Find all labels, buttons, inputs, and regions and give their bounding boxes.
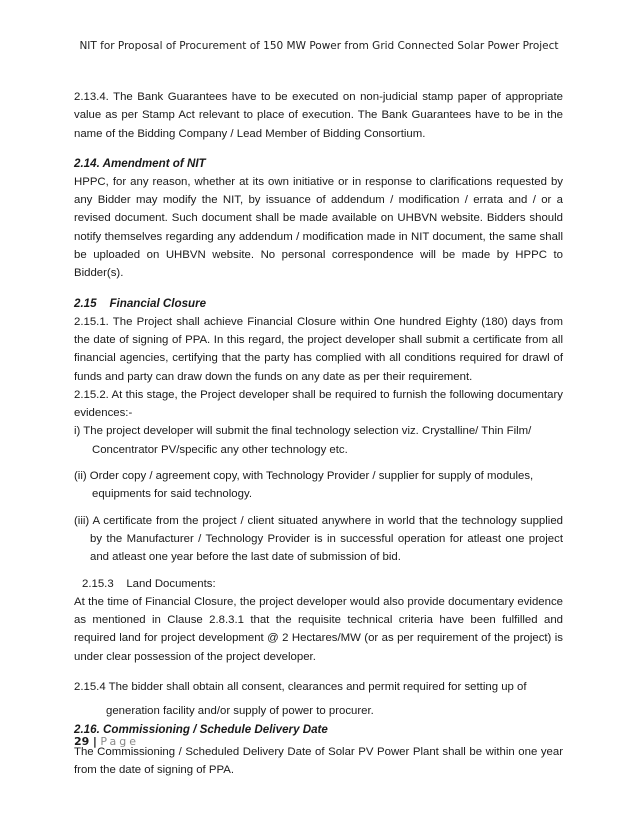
- page-header: NIT for Proposal of Procurement of 150 MW Power from Grid Connected Solar Power Project: [79, 40, 559, 52]
- para-2-13-4: 2.13.4. The Bank Guarantees have to be executed on non-judicial stamp paper of appropriate value as per Stamp Act relevant to place of execution. The Bank Guarantees have to be in the name of the Bidding Company / Lead Member of Bidding Consortium.: [74, 91, 563, 140]
- para-2-15-4: 2.15.4 The bidder shall obtain all consent, clearances and permit required for setting up of: [74, 681, 527, 694]
- page-label: Page: [100, 735, 139, 748]
- heading-2-15-3: 2.15.3 Land Documents:: [82, 577, 216, 590]
- para-2-15-4-cont: generation facility and/or supply of power to procurer.: [106, 705, 374, 718]
- item-iii: (iii) A certificate from the project / client situated anywhere in world that the technology supplied by the Manufacturer / Technology Provider is in successful operation for atleast one project and atleast one year before the last date of submission of bid.: [74, 514, 563, 564]
- para-2-15-2: 2.15.2. At this stage, the Project developer shall be required to furnish the following documentary evidences:-: [74, 388, 563, 420]
- heading-2-15: 2.15 Financial Closure: [74, 296, 207, 310]
- page-separator: |: [92, 735, 97, 748]
- para-2-14: HPPC, for any reason, whether at its own initiative or in response to clarifications requested by any Bidder may modify the NIT, by issuance of addendum / modification / errata and / or a revised document. Such document shall be made available on UHBVN website. Bidders should notify themselves regarding any addendum / modification made in NIT document, the same shall be uploaded on UHBVN website. No personal correspondence will be made by HPPC to Bidder(s).: [74, 175, 563, 280]
- page-number: 29: [74, 735, 90, 748]
- document-body: [74, 88, 563, 779]
- heading-2-16: 2.16. Commissioning / Schedule Delivery Date: [74, 722, 328, 736]
- para-2-16: The Commissioning / Scheduled Delivery Date of Solar PV Power Plant shall be within one year from the date of signing of PPA.: [74, 745, 563, 776]
- para-2-15-1: 2.15.1. The Project shall achieve Financial Closure within One hundred Eighty (180) days from the date of signing of PPA. In this regard, the project developer shall submit a certificate from all financial agencies, certifying that the party has complied with all conditions required for drawl of funds and party can draw down the funds on any date as per their requirement.: [74, 315, 563, 383]
- heading-2-14: 2.14. Amendment of NIT: [74, 156, 206, 170]
- page-footer: [74, 735, 139, 748]
- para-2-15-3: At the time of Financial Closure, the project developer would also provide documentary evidence as mentioned in Clause 2.8.3.1 that the requisite technical criteria have been fulfilled and required land for project development @ 2 Hectares/MW (or as per requirement of the project) is under clear possession of the project developer.: [74, 595, 563, 663]
- item-ii: (ii) Order copy / agreement copy, with Technology Provider / supplier for supply of modules, equipments for said technology.: [74, 470, 534, 501]
- item-i: i) The project developer will submit the final technology selection viz. Crystalline/ Thin Film/ Concentrator PV/specific any other technology etc.: [74, 425, 532, 456]
